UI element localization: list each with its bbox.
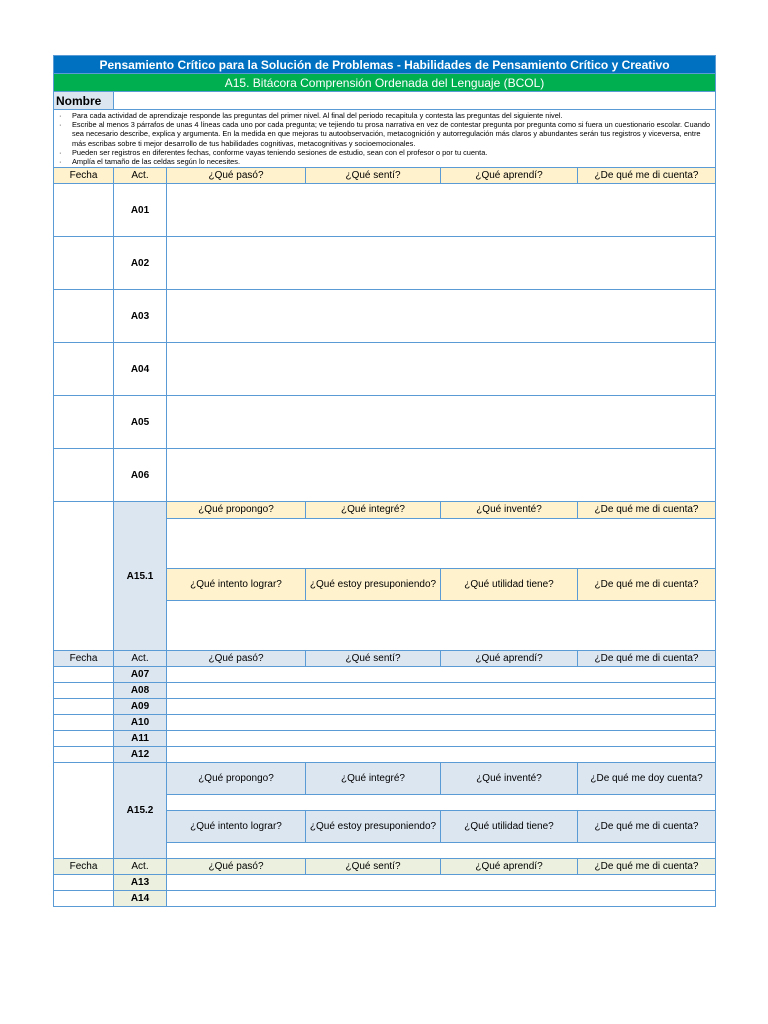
entry-cell[interactable]: [167, 449, 716, 502]
fecha-cell[interactable]: [54, 699, 114, 715]
fecha-cell[interactable]: [54, 891, 114, 907]
bitacora-table: [53, 55, 716, 907]
entry-cell[interactable]: [167, 519, 716, 569]
entry-cell[interactable]: [167, 843, 716, 859]
worksheet: [53, 55, 715, 907]
table1-header: [54, 168, 716, 184]
entry-cell[interactable]: [167, 747, 716, 763]
col-de-que-me-di-cuenta: ¿De qué me di cuenta?: [578, 859, 716, 875]
fecha-cell[interactable]: [54, 715, 114, 731]
nombre-label: Nombre: [54, 92, 114, 110]
q-que-integre: ¿Qué integré?: [306, 763, 441, 795]
table-row: [54, 290, 716, 343]
act-cell: A04: [114, 343, 167, 396]
act-cell: A09: [114, 699, 167, 715]
page-title: Pensamiento Crítico para la Solución de Problemas - Habilidades de Pensamiento Crítico y Creativo: [54, 56, 716, 74]
fecha-cell[interactable]: [54, 290, 114, 343]
fecha-cell[interactable]: [54, 875, 114, 891]
q-que-intento-lograr: ¿Qué intento lograr?: [167, 569, 306, 601]
table2-header: [54, 651, 716, 667]
table-row: [54, 396, 716, 449]
fecha-cell[interactable]: [54, 184, 114, 237]
act-cell: A02: [114, 237, 167, 290]
entry-cell[interactable]: [167, 875, 716, 891]
col-act: Act.: [114, 859, 167, 875]
col-de-que-me-di-cuenta: ¿De qué me di cuenta?: [578, 651, 716, 667]
fecha-cell[interactable]: [54, 747, 114, 763]
instruction-item: · Pueden ser registros en diferentes fechas, conforme vayas teniendo sesiones de estudio, sean con el profesor o por tu cuenta.: [57, 148, 713, 157]
col-fecha: Fecha: [54, 859, 114, 875]
q-de-que-me-doy-cuenta: ¿De qué me doy cuenta?: [578, 763, 716, 795]
entry-cell[interactable]: [167, 683, 716, 699]
table3-header: [54, 859, 716, 875]
fecha-cell[interactable]: [54, 396, 114, 449]
q-que-intento-lograr: ¿Qué intento lograr?: [167, 811, 306, 843]
entry-cell[interactable]: [167, 699, 716, 715]
table-row: [54, 715, 716, 731]
col-que-paso: ¿Qué pasó?: [167, 859, 306, 875]
col-que-senti: ¿Qué sentí?: [306, 168, 441, 184]
table-row: [54, 875, 716, 891]
col-que-aprendi: ¿Qué aprendí?: [441, 651, 578, 667]
col-que-senti: ¿Qué sentí?: [306, 651, 441, 667]
act-cell: A01: [114, 184, 167, 237]
entry-cell[interactable]: [167, 601, 716, 651]
table-row: [54, 731, 716, 747]
table-row: [54, 891, 716, 907]
entry-cell[interactable]: [167, 731, 716, 747]
col-que-aprendi: ¿Qué aprendí?: [441, 859, 578, 875]
instruction-item: · Escribe al menos 3 párrafos de unas 4 líneas cada uno por cada pregunta; ve tejiendo tu prosa narrativa en vez de contestar pregunta por pregunta como si fuera un cuestionario escolar. Cuando sea necesario describe, explica y argumenta. En la medida en que mejoras tu autoobservación, metacognición y autorregulación más claros y abundantes serán tus registros y viceversa, entre más escribas sobre ti mejor desarrollo de tus habilidades cognitivas, metacognitivas y socioemocionales.: [57, 120, 713, 148]
entry-cell[interactable]: [167, 237, 716, 290]
act-cell: A07: [114, 667, 167, 683]
recap2-label: A15.2: [114, 763, 167, 859]
col-act: Act.: [114, 651, 167, 667]
act-cell: A11: [114, 731, 167, 747]
q-de-que-me-di-cuenta: ¿De qué me di cuenta?: [578, 569, 716, 601]
recap1-label: A15.1: [114, 502, 167, 651]
recap1-fecha-cell[interactable]: [54, 502, 114, 651]
q-que-utilidad-tiene: ¿Qué utilidad tiene?: [441, 569, 578, 601]
q-que-invente: ¿Qué inventé?: [441, 502, 578, 519]
act-cell: A08: [114, 683, 167, 699]
recap2-fecha-cell[interactable]: [54, 763, 114, 859]
act-cell: A06: [114, 449, 167, 502]
q-que-propongo: ¿Qué propongo?: [167, 763, 306, 795]
table-row: [54, 343, 716, 396]
table-row: [54, 184, 716, 237]
act-cell: A10: [114, 715, 167, 731]
fecha-cell[interactable]: [54, 449, 114, 502]
entry-cell[interactable]: [167, 290, 716, 343]
fecha-cell[interactable]: [54, 683, 114, 699]
col-que-paso: ¿Qué pasó?: [167, 651, 306, 667]
table-row: [54, 683, 716, 699]
act-cell: A05: [114, 396, 167, 449]
recap1-questions-row1: [54, 502, 716, 519]
q-de-que-me-di-cuenta: ¿De qué me di cuenta?: [578, 811, 716, 843]
act-cell: A03: [114, 290, 167, 343]
instructions: [54, 110, 716, 168]
recap2-questions-row1: [54, 763, 716, 795]
entry-cell[interactable]: [167, 795, 716, 811]
col-que-paso: ¿Qué pasó?: [167, 168, 306, 184]
q-que-estoy-presuponiendo: ¿Qué estoy presuponiendo?: [306, 811, 441, 843]
q-de-que-me-di-cuenta: ¿De qué me di cuenta?: [578, 502, 716, 519]
q-que-utilidad-tiene: ¿Qué utilidad tiene?: [441, 811, 578, 843]
q-que-propongo: ¿Qué propongo?: [167, 502, 306, 519]
table-row: [54, 699, 716, 715]
q-que-integre: ¿Qué integré?: [306, 502, 441, 519]
col-act: Act.: [114, 168, 167, 184]
col-fecha: Fecha: [54, 168, 114, 184]
fecha-cell[interactable]: [54, 343, 114, 396]
col-de-que-me-di-cuenta: ¿De qué me di cuenta?: [578, 168, 716, 184]
table-row: [54, 747, 716, 763]
nombre-field[interactable]: [114, 92, 716, 110]
table-row: [54, 449, 716, 502]
fecha-cell[interactable]: [54, 667, 114, 683]
page-subtitle: A15. Bitácora Comprensión Ordenada del Lenguaje (BCOL): [54, 74, 716, 92]
fecha-cell[interactable]: [54, 731, 114, 747]
act-cell: A14: [114, 891, 167, 907]
entry-cell[interactable]: [167, 184, 716, 237]
instruction-item: · Para cada actividad de aprendizaje responde las preguntas del primer nivel. Al final del periodo recapitula y contesta las preguntas del siguiente nivel.: [57, 111, 713, 120]
entry-cell[interactable]: [167, 667, 716, 683]
col-que-senti: ¿Qué sentí?: [306, 859, 441, 875]
q-que-invente: ¿Qué inventé?: [441, 763, 578, 795]
act-cell: A12: [114, 747, 167, 763]
fecha-cell[interactable]: [54, 237, 114, 290]
instruction-item: · Amplía el tamaño de las celdas según lo necesites.: [57, 157, 713, 166]
entry-cell[interactable]: [167, 343, 716, 396]
col-que-aprendi: ¿Qué aprendí?: [441, 168, 578, 184]
q-que-estoy-presuponiendo: ¿Qué estoy presuponiendo?: [306, 569, 441, 601]
col-fecha: Fecha: [54, 651, 114, 667]
entry-cell[interactable]: [167, 396, 716, 449]
act-cell: A13: [114, 875, 167, 891]
entry-cell[interactable]: [167, 715, 716, 731]
table-row: [54, 667, 716, 683]
table-row: [54, 237, 716, 290]
entry-cell[interactable]: [167, 891, 716, 907]
